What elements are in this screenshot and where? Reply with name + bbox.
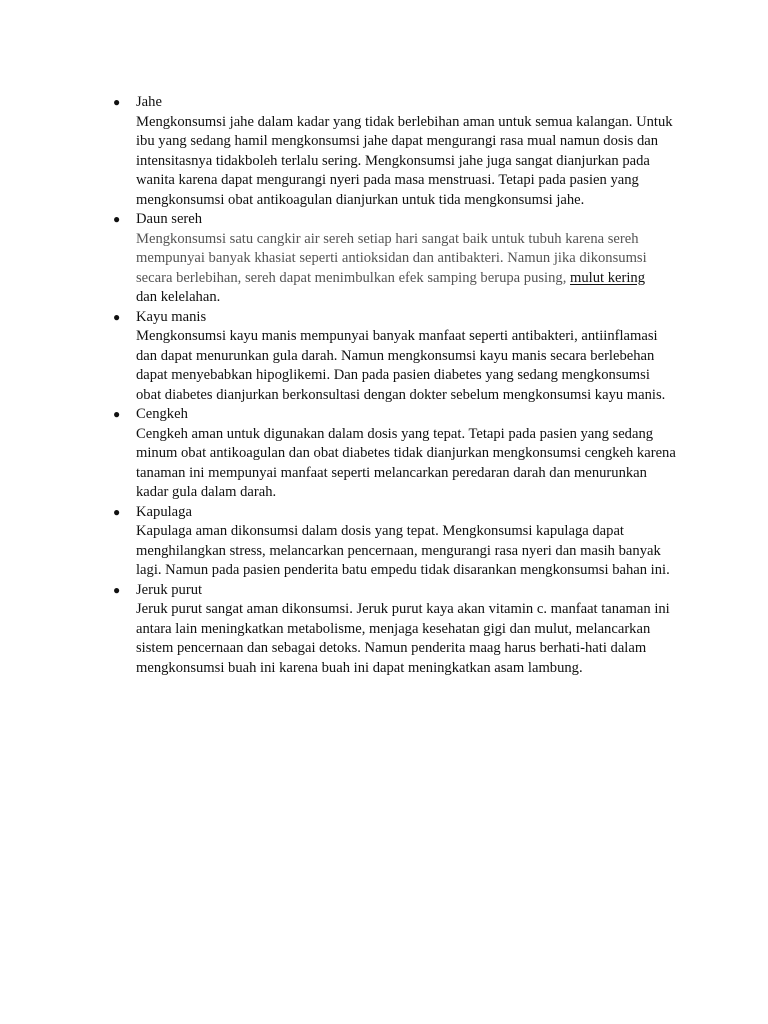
item-title: Jahe (136, 94, 162, 110)
item-body: Cengkeh aman untuk digunakan dalam dosis yang tepat. Tetapi pada pasien yang sedang minum obat antikoagulan dan obat diabetes tidak dianjurkan mengkonsumsi cengkeh karena tanaman ini mempunyai manfaat seperti melancarkan peredaran darah dan menurunkan kadar gula dalam darah. (136, 425, 676, 500)
item-body-text: Mengkonsumsi satu cangkir air sereh setiap hari sangat baik untuk tubuh karena sereh mempunyai banyak khasiat seperti antioksidan dan antibakteri. Namun jika dikonsumsi secara berlebihan, sereh dapat menimbulkan efek samping berupa pusing, (136, 230, 647, 286)
list-item-jeruk-purut (113, 581, 678, 679)
item-title: Kapulaga (136, 503, 192, 520)
list-item-daun-sereh (113, 210, 678, 308)
item-body-trail: dan kelelahan. (136, 289, 221, 305)
list-item-cengkeh (113, 405, 678, 503)
bullet-icon: ● (113, 309, 121, 324)
item-title: Daun sereh (136, 211, 203, 227)
item-body: Jeruk purut sangat aman dikonsumsi. Jeruk purut kaya akan vitamin c. manfaat tanaman ini antara lain meningkatkan metabolisme, menjaga kesehatan gigi dan mulut, melancarkan sistem pencernaan dan sebagai detoks. Namun penderita maag harus berhati-hati dalam mengkonsumsi buah ini karena buah ini dapat meningkatkan asam lambung. (136, 601, 670, 676)
item-body: Kapulaga aman dikonsumsi dalam dosis yang tepat. Mengkonsumsi kapulaga dapat menghilangkan stress, melancarkan pencernaan, mengurangi rasa nyeri dan masih banyak lagi. Namun pada pasien penderita batu empedu tidak disarankan mengkonsumsi bahan ini. (136, 523, 670, 578)
item-title: Jeruk purut (136, 581, 203, 598)
list-item-kapulaga (113, 503, 678, 581)
bullet-icon: ● (113, 407, 121, 421)
item-body: Mengkonsumsi jahe dalam kadar yang tidak berlebihan aman untuk semua kalangan. Untuk ibu yang sedang hamil mengkonsumsi jahe dapat mengurangi rasa mual namun dosis dan intensitasnya tidakboleh terlalu sering. Mengkonsumsi jahe juga sangat dianjurkan pada wanita karena dapat mengurangi nyeri pada masa menstruasi. Tetapi pada pasien yang mengkonsumsi obat antikoagulan dianjurkan untuk tida mengkonsumsi jahe. (136, 113, 673, 208)
bullet-icon: ● (113, 582, 121, 597)
item-body: Mengkonsumsi kayu manis mempunyai banyak manfaat seperti antibakteri, antiinflamasi dan dapat menurunkan gula darah. Namun mengkonsumsi kayu manis secara berlebehan dapat menyebabkan hipoglikemi. Dan pada pasien diabetes yang sedang mengkonsumsi obat diabetes dianjurkan berkonsultasi dengan dokter sebelum mengkonsumsi kayu manis. (136, 328, 666, 403)
bullet-icon: ● (113, 212, 121, 226)
bullet-icon: ● (113, 504, 121, 519)
list-item-kayu-manis (113, 308, 678, 406)
bullet-icon: ● (113, 95, 121, 109)
mulut-kering-link[interactable]: mulut kering (570, 269, 646, 286)
item-body (136, 230, 678, 308)
list-item-jahe (113, 93, 678, 210)
item-title: Kayu manis (136, 308, 207, 325)
item-title: Cengkeh (136, 406, 188, 422)
herb-list (113, 93, 678, 678)
